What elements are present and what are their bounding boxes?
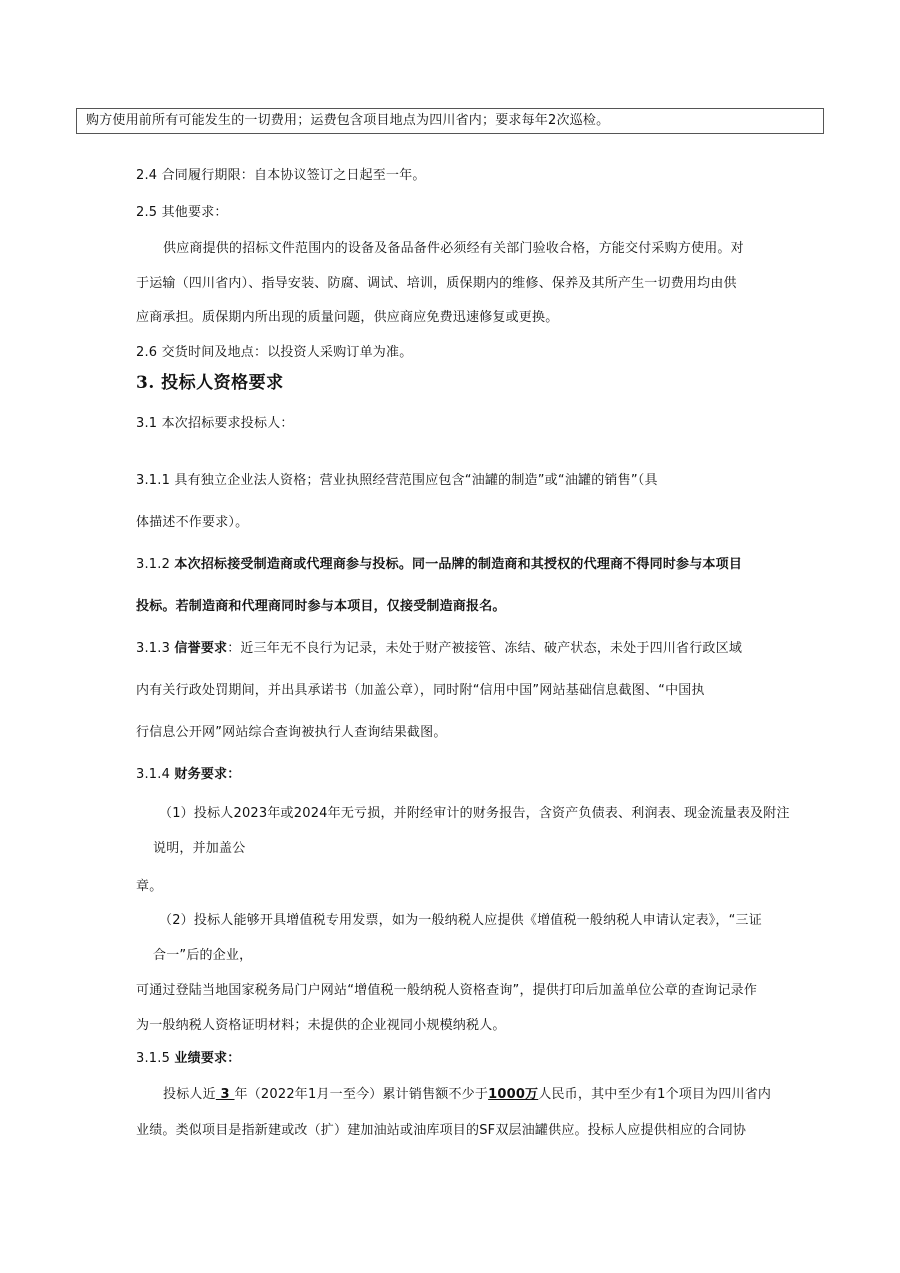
clause-3-1-4-item-2-line-2: 合一”后的企业， [153, 948, 253, 963]
clause-3-1-5-number: 3.1.5 [136, 1051, 175, 1066]
clause-3-1-5-label: 业绩要求： [174, 1051, 241, 1066]
clause-3-1-4-item-2-line-4: 为一般纳税人资格证明材料；未提供的企业视同小规模纳税人。 [136, 1018, 506, 1033]
clause-3-1-5-line-1 [163, 1086, 771, 1104]
clause-3-1-4-number: 3.1.4 [136, 767, 175, 782]
clause-3-1-5-heading [136, 1050, 240, 1068]
clause-3-1-4-label: 财务要求： [174, 767, 241, 782]
clause-3-1-5-middle: 年（2022年1月一至今）累计销售额不少于 [234, 1087, 489, 1102]
clause-3-1-5-years: 3 [215, 1087, 235, 1102]
clause-3-1-4-item-1-line-1: （1）投标人2023年或2024年无亏损，并附经审计的财务报告，含资产负债表、利润表、现金流量表及附注 [159, 806, 790, 821]
clause-3-1-4-item-1-line-3: 章。 [136, 879, 163, 894]
clause-3-1-1-line-1: 3.1.1 具有独立企业法人资格；营业执照经营范围应包含“油罐的制造”或“油罐的销售”（具 [136, 473, 658, 488]
clause-3-1-3-text: ：近三年无不良行为记录，未处于财产被接管、冻结、破产状态，未处于四川省行政区域 [227, 641, 743, 656]
table-row-text: 购方使用前所有可能发生的一切费用；运费包含项目地点为四川省内；要求每年2次巡检。 [86, 113, 610, 128]
clause-3-1-3-number: 3.1.3 [136, 641, 175, 656]
clause-3-1-5-line-2: 业绩。类似项目是指新建或改（扩）建加油站或油库项目的SF双层油罐供应。投标人应提供相应的合同协 [136, 1123, 747, 1138]
clause-2-5-line-3: 应商承担。质保期内所出现的质量问题，供应商应免费迅速修复或更换。 [136, 310, 559, 325]
clause-3-1-3-line-1 [136, 640, 742, 658]
clause-3-1-1-line-2: 体描述不作要求）。 [136, 515, 249, 530]
clause-2-4: 2.4 合同履行期限：自本协议签订之日起至一年。 [136, 168, 426, 183]
clause-3-1-4-item-1-line-2: 说明，并加盖公 [153, 841, 246, 856]
clause-2-5-line-1: 供应商提供的招标文件范围内的设备及备品备件必须经有关部门验收合格，方能交付采购方使用。对 [163, 241, 744, 256]
clause-2-5: 2.5 其他要求： [136, 205, 228, 220]
clause-3-1-5-amount: 1000万 [488, 1087, 539, 1102]
clause-3-1: 3.1 本次招标要求投标人： [136, 416, 294, 431]
clause-3-1-2-line-2: 投标。若制造商和代理商同时参与本项目，仅接受制造商报名。 [136, 599, 506, 614]
clause-3-1-4-item-2-line-3: 可通过登陆当地国家税务局门户网站“增值税一般纳税人资格查询”，提供打印后加盖单位公章的查询记录作 [136, 983, 758, 998]
clause-3-1-2-line-1 [136, 556, 742, 574]
clause-2-6: 2.6 交货时间及地点：以投资人采购订单为准。 [136, 345, 413, 360]
clause-3-1-3-label: 信誉要求 [174, 641, 228, 656]
clause-3-1-5-suffix: 人民币，其中至少有1个项目为四川省内 [538, 1087, 772, 1102]
table-row-cell [76, 108, 824, 134]
clause-3-1-2-text: 本次招标接受制造商或代理商参与投标。同一品牌的制造商和其授权的代理商不得同时参与本项目 [174, 557, 743, 572]
section-heading-3: 3. 投标人资格要求 [136, 373, 284, 393]
clause-2-5-line-2: 于运输（四川省内）、指导安装、防腐、调试、培训，质保期内的维修、保养及其所产生一切费用均由供 [136, 276, 737, 291]
clause-3-1-2-number: 3.1.2 [136, 557, 175, 572]
clause-3-1-3-line-3: 行信息公开网”网站综合查询被执行人查询结果截图。 [136, 725, 447, 740]
clause-3-1-4-item-2-line-1: （2）投标人能够开具增值税专用发票，如为一般纳税人应提供《增值税一般纳税人申请认定表》，“三证 [159, 913, 762, 928]
clause-3-1-5-prefix: 投标人近 [163, 1087, 216, 1102]
clause-3-1-3-line-2: 内有关行政处罚期间，并出具承诺书（加盖公章），同时附“信用中国”网站基础信息截图、“中国执 [136, 683, 705, 698]
clause-3-1-4-heading [136, 766, 240, 784]
